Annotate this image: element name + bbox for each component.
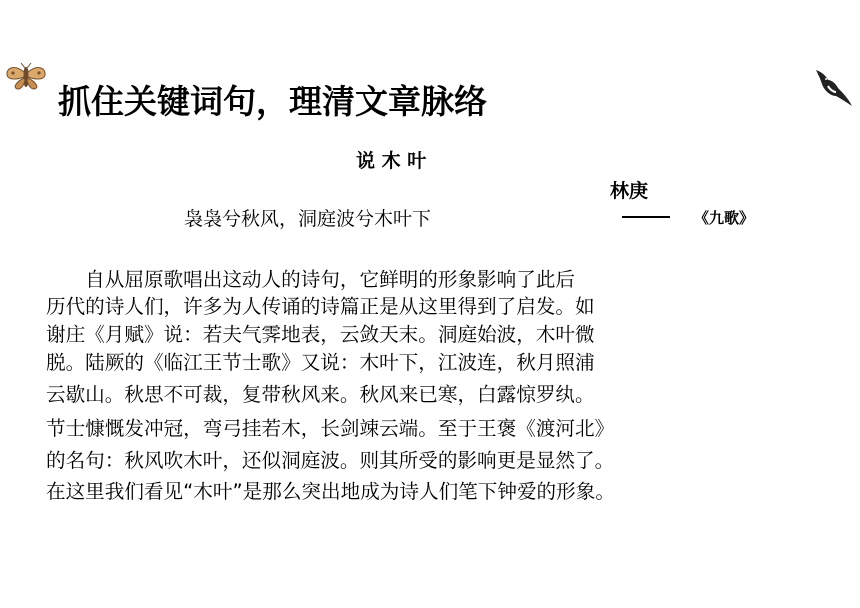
body-line: 自从屈原歌唱出这动人的诗句，它鲜明的形象影响了此后 bbox=[46, 268, 576, 291]
epigraph-source: 《九歌》 bbox=[694, 209, 755, 227]
body-line: 的名句：秋风吹木叶，还似洞庭波。则其所受的影响更是显然了。 bbox=[46, 449, 615, 472]
slide-title: 抓住关键词句，理清文章脉络 bbox=[58, 82, 487, 121]
article-author: 林庚 bbox=[610, 180, 649, 202]
body-line: 云歇山。秋思不可裁，复带秋风来。秋风来已寒，白露惊罗纨。 bbox=[46, 383, 595, 406]
body-line: 历代的诗人们，许多为人传诵的诗篇正是从这里得到了启发。如 bbox=[46, 295, 595, 318]
magpie-icon bbox=[810, 66, 854, 110]
body-line: 谢庄《月赋》说：若夫气霁地表，云敛天末。洞庭始波，木叶微 bbox=[46, 323, 595, 346]
body-line: 节士慷慨发冲冠，弯弓挂若木，长剑竦云端。至于王褒《渡河北》 bbox=[46, 417, 615, 440]
epigraph: 袅袅兮秋风，洞庭波兮木叶下 bbox=[184, 208, 432, 230]
epigraph-dash bbox=[622, 216, 670, 218]
article-title: 说 木 叶 bbox=[356, 150, 427, 172]
body-line: 在这里我们看见“木叶”是那么突出地成为诗人们笔下钟爱的形象。 bbox=[46, 480, 615, 503]
moth-icon bbox=[4, 62, 48, 92]
body-line: 脱。陆厥的《临江王节士歌》又说：木叶下，江波连，秋月照浦 bbox=[46, 351, 595, 374]
